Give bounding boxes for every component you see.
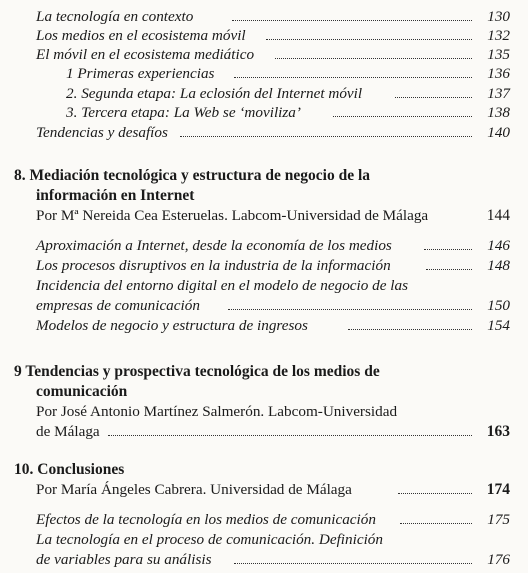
toc-entry[interactable] [0, 276, 528, 296]
toc-entry-title: 1 Primeras experiencias [66, 65, 215, 82]
toc-entry[interactable] [0, 256, 528, 276]
chapter-author[interactable] [0, 402, 528, 422]
toc-entry-page: 148 [487, 257, 510, 274]
toc-entry[interactable] [0, 84, 528, 104]
chapter-heading[interactable] [0, 166, 528, 186]
toc-entry-continued[interactable] [0, 550, 528, 570]
dot-leader [275, 58, 472, 59]
chapter-author-continued[interactable] [0, 422, 528, 442]
chapter-author[interactable] [0, 206, 528, 226]
chapter-heading-continued [0, 186, 528, 206]
chapter-heading[interactable] [0, 362, 528, 382]
dot-leader [108, 435, 472, 436]
toc-entry-title-line1: La tecnología en el proceso de comunicación. Definición [36, 531, 383, 548]
toc-entry[interactable] [0, 530, 528, 550]
toc-entry-page: 140 [487, 124, 510, 141]
toc-entry-page: 138 [487, 104, 510, 121]
toc-entry-title-line2: empresas de comunicación [36, 297, 200, 314]
chapter-9-author-line1: Por José Antonio Martínez Salmerón. Labcom-Universidad [36, 403, 398, 420]
dot-leader [400, 523, 472, 524]
chapter-10-author: Por María Ángeles Cabrera. Universidad de Málaga [36, 481, 352, 498]
toc-entry[interactable] [0, 316, 528, 336]
chapter-10-page: 174 [486, 481, 510, 498]
toc-entry-title: Los procesos disruptivos en la industria de la información [36, 257, 391, 274]
toc-entry-title: 3. Tercera etapa: La Web se ‘moviliza’ [66, 104, 301, 121]
chapter-8-page: 144 [486, 207, 510, 224]
toc-entry-title: Tendencias y desafíos [36, 124, 168, 141]
chapter-heading[interactable] [0, 460, 528, 480]
chapter-9-heading-line1: 9 Tendencias y prospectiva tecnológica de los medios de [14, 363, 380, 380]
dot-leader [424, 249, 472, 250]
chapter-8-author: Por Mª Nereida Cea Esteruelas. Labcom-Universidad de Málaga [36, 207, 429, 224]
chapter-heading-continued [0, 382, 528, 402]
dot-leader [180, 136, 472, 137]
dot-leader [234, 563, 472, 564]
toc-entry-page: 146 [487, 237, 510, 254]
toc-entry-title: Efectos de la tecnología en los medios de comunicación [36, 511, 376, 528]
dot-leader [426, 269, 472, 270]
dot-leader [266, 39, 472, 40]
dot-leader [395, 97, 472, 98]
toc-entry[interactable] [0, 7, 528, 27]
toc-entry-continued[interactable] [0, 296, 528, 316]
toc-entry-page: 136 [487, 65, 510, 82]
toc-entry-title-line1: Incidencia del entorno digital en el modelo de negocio de las [36, 277, 408, 294]
toc-entry[interactable] [0, 45, 528, 65]
toc-entry-page: 175 [487, 511, 510, 528]
chapter-author[interactable] [0, 480, 528, 500]
toc-entry[interactable] [0, 64, 528, 84]
toc-entry-title: Los medios en el ecosistema móvil [36, 27, 246, 44]
chapter-10-heading: 10. Conclusiones [14, 461, 125, 478]
toc-entry-title: Aproximación a Internet, desde la economía de los medios [36, 237, 392, 254]
toc-entry-page: 135 [487, 46, 510, 63]
dot-leader [398, 493, 472, 494]
toc-entry-title: El móvil en el ecosistema mediático [36, 46, 255, 63]
toc-entry-page: 154 [487, 317, 510, 334]
chapter-9-heading-line2: comunicación [36, 383, 128, 400]
toc-entry[interactable] [0, 103, 528, 123]
dot-leader [348, 329, 472, 330]
dot-leader [234, 77, 472, 78]
toc-entry-page: 137 [487, 85, 510, 102]
toc-entry-title: 2. Segunda etapa: La eclosión del Internet móvil [66, 85, 363, 102]
chapter-8-heading-line2: información en Internet [36, 187, 195, 204]
toc-entry-page: 130 [487, 8, 510, 25]
toc-entry-title: Modelos de negocio y estructura de ingresos [36, 317, 308, 334]
toc-entry-title-line2: de variables para su análisis [36, 551, 212, 568]
toc-entry-title: La tecnología en contexto [36, 8, 194, 25]
toc-entry[interactable] [0, 123, 528, 143]
chapter-9-page: 163 [486, 423, 510, 440]
chapter-9-author-line2: de Málaga [36, 423, 100, 440]
toc-entry[interactable] [0, 236, 528, 256]
chapter-8-heading-line1: 8. Mediación tecnológica y estructura de negocio de la [14, 167, 371, 184]
dot-leader [228, 309, 472, 310]
dot-leader [333, 116, 472, 117]
toc-entry-page: 176 [487, 551, 510, 568]
toc-entry[interactable] [0, 510, 528, 530]
dot-leader [232, 20, 472, 21]
toc-entry[interactable] [0, 26, 528, 46]
toc-entry-page: 150 [487, 297, 510, 314]
toc-entry-page: 132 [487, 27, 510, 44]
